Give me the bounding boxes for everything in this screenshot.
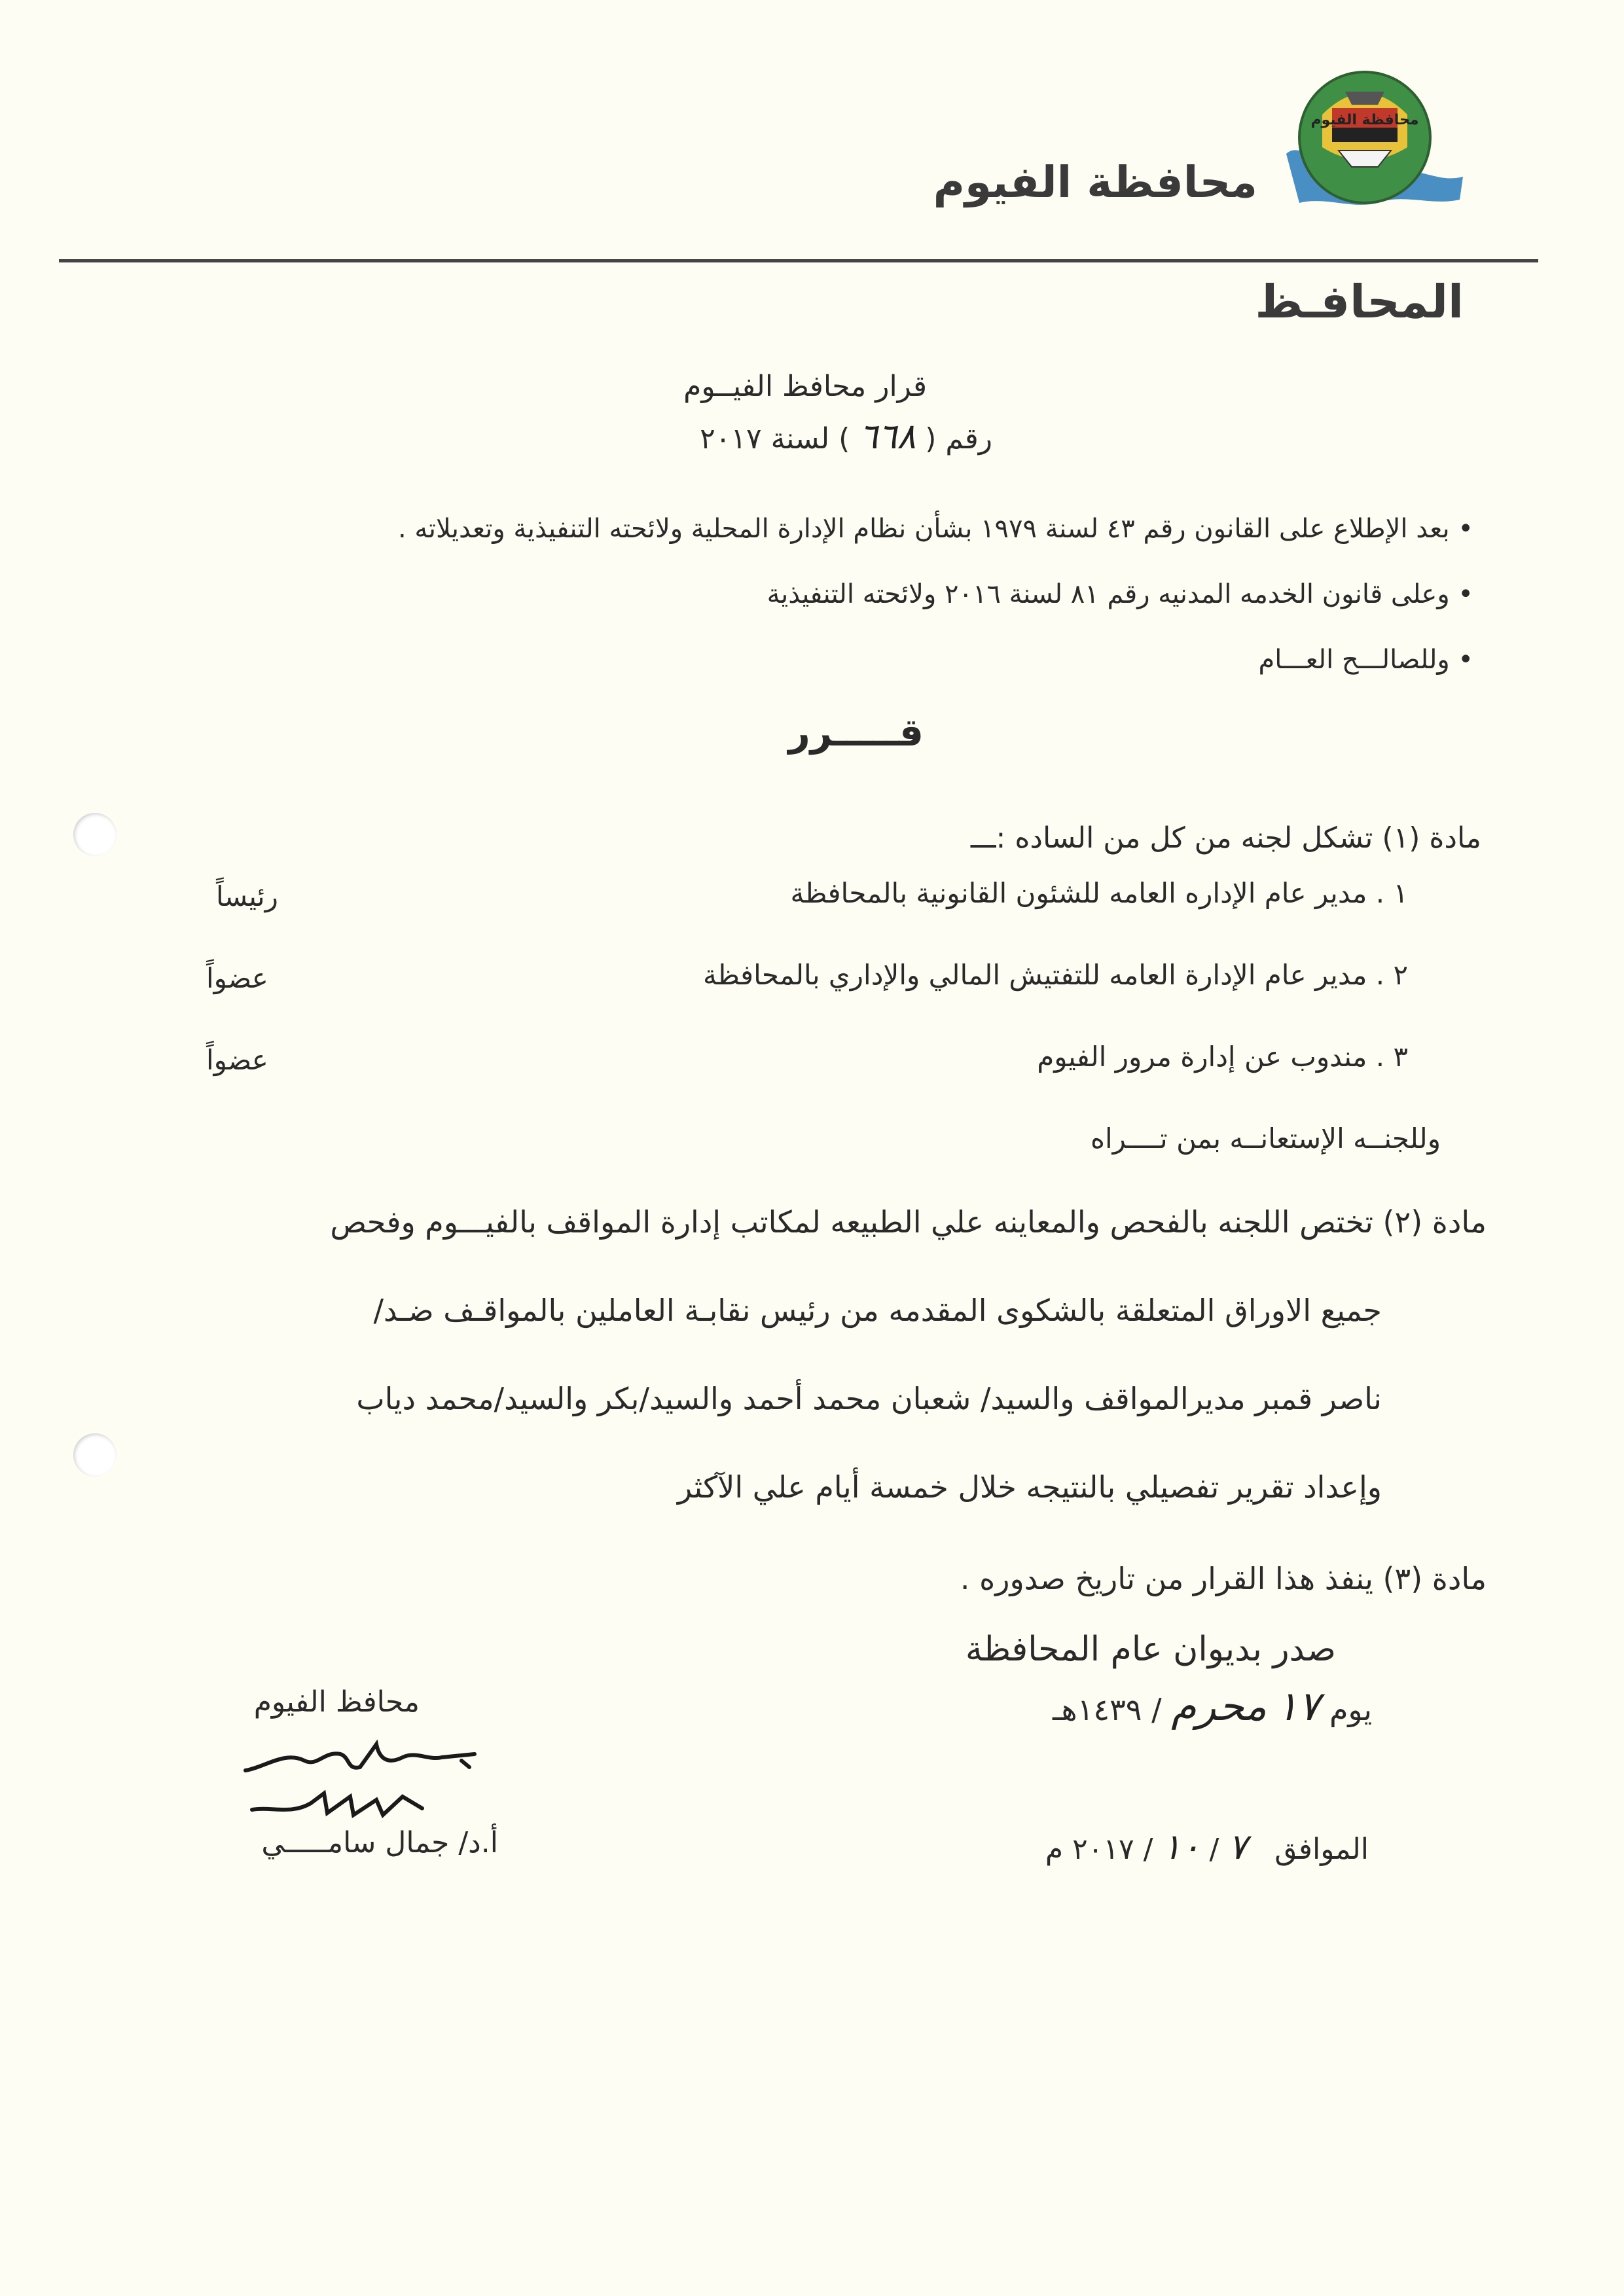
article-2-line: جميع الاوراق المتعلقة بالشكوى المقدمه من رئيس نقابـة العاملين بالمواقـف ضـد/	[373, 1293, 1382, 1328]
decision-title: قرار محافظ الفيــوم	[683, 370, 927, 403]
committee-member: ٣ . مندوب عن إدارة مرور الفيوم	[1037, 1041, 1408, 1073]
signatory-title: محافظ الفيوم	[253, 1685, 420, 1719]
preamble-line: • وعلى قانون الخدمه المدنيه رقم ٨١ لسنة ٢٠١٦ ولائحته التنفيذية	[767, 579, 1473, 609]
article-2-line: ناصر قمبر مديرالمواقف والسيد/ شعبان محمد أحمد والسيد/بكر والسيد/محمد دياب	[356, 1381, 1382, 1416]
member-role: رئيساً	[216, 880, 278, 912]
signatory-name: أ.د/ جمال سامـــــي	[261, 1826, 498, 1859]
governorate-emblem-icon	[1273, 69, 1470, 213]
article-3: مادة (٣) ينفذ هذا القرار من تاريخ صدوره .	[960, 1561, 1487, 1596]
hijri-day-handwritten: ١٧	[1276, 1682, 1320, 1730]
gregorian-date-prefix: الموافق	[1274, 1833, 1369, 1866]
decreed-heading: قـــــرر	[788, 710, 924, 755]
punch-hole	[73, 813, 117, 856]
article-1-intro: مادة (١) تشكل لجنه من كل من الساده :ـــ	[970, 821, 1481, 855]
decision-number-suffix: ) لسنة ٢٠١٧	[700, 422, 850, 456]
governorate-name: محافظة الفيوم	[933, 157, 1257, 207]
article-2-line: وإعداد تقرير تفصيلي بالنتيجه خلال خمسة أيام علي الآكثر	[677, 1469, 1382, 1505]
handwritten-signature	[226, 1731, 488, 1829]
gregorian-day-handwritten: ٧	[1228, 1826, 1248, 1867]
hijri-year: / ١٤٣٩هـ	[1052, 1692, 1162, 1727]
member-role: عضواً	[206, 962, 268, 994]
preamble-line: • بعد الإطلاع على القانون رقم ٤٣ لسنة ١٩٧٩ بشأن نظام الإدارة المحلية ولائحته التنفيذية وتعديلاته .	[397, 514, 1473, 544]
committee-member: ١ . مدير عام الإداره العامه للشئون القانونية بالمحافظة	[790, 877, 1408, 909]
preamble-line: • وللصالـــح العـــام	[1258, 645, 1473, 675]
article-1-note: وللجنــه الإستعانــه بمن تــــراه	[1090, 1122, 1441, 1155]
header-divider	[59, 259, 1538, 262]
office-title: المحافـظ	[1255, 275, 1464, 329]
committee-member: ٢ . مدير عام الإدارة العامه للتفتيش المالي والإداري بالمحافظة	[703, 959, 1408, 991]
hijri-date	[1053, 1682, 1372, 1730]
hijri-date-prefix: يوم	[1329, 1692, 1372, 1727]
hijri-month-handwritten: محرم	[1171, 1682, 1267, 1730]
gregorian-year: ٢٠١٧ م	[1045, 1833, 1134, 1866]
emblem-text: محافظة الفيوم	[1310, 112, 1419, 128]
member-role: عضواً	[206, 1044, 268, 1076]
decision-number-prefix: رقم (	[925, 422, 992, 456]
article-2-line: مادة (٢) تختص اللجنه بالفحص والمعاينه علي الطبيعه لمكاتب إدارة المواقف بالفيـــوم وفحص	[330, 1204, 1487, 1240]
decision-number-handwritten: ٦٦٨	[859, 416, 916, 457]
punch-hole	[73, 1433, 117, 1477]
gregorian-month-handwritten: ١٠	[1162, 1826, 1200, 1867]
gregorian-date: الموافق ٧ / ١٠ / ٢٠١٧ م	[1045, 1826, 1369, 1867]
decision-number	[700, 416, 992, 457]
issued-place: صدر بديوان عام المحافظة	[965, 1630, 1336, 1669]
